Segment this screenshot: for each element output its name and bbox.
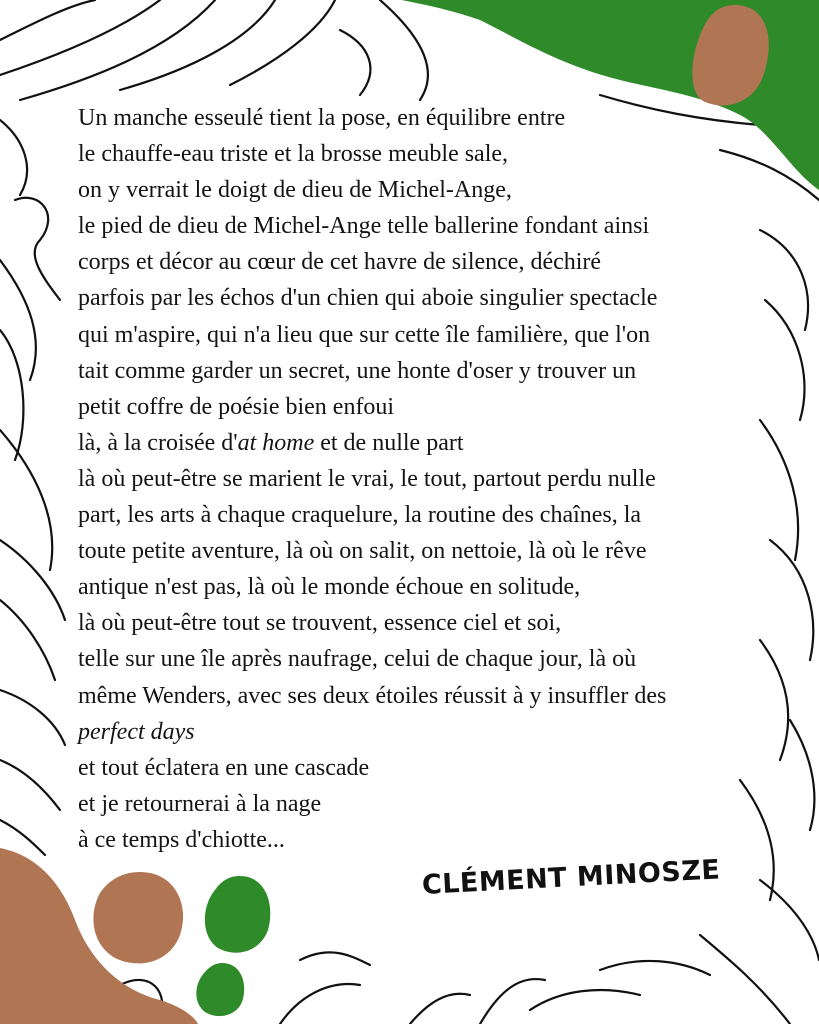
poem-line [78,714,768,750]
author-signature: CLÉMENT MINOSZE [421,854,722,901]
poem-line: là où peut-être tout se trouvent, essence ciel et soi, [78,610,562,637]
poem-line: Un manche esseulé tient la pose, en équilibre entre [78,105,566,131]
poem-text [78,100,768,858]
poem-line: le chauffe-eau triste et la brosse meuble sale, [78,141,509,168]
poem-line [78,425,768,461]
poem-line: part, les arts à chaque craquelure, la routine des chaînes, la [78,502,642,529]
brown-pebble-icon [93,872,183,963]
poem-line: et tout éclatera en une cascade [78,754,370,781]
poem-line: le pied de dieu de Michel-Ange telle ballerine fondant ainsi [78,213,650,240]
poem-text-segment: là, à la croisée d' [78,429,238,456]
poem-line: corps et décor au cœur de cet havre de silence, déchiré [78,249,602,276]
poem-line: là où peut-être se marient le vrai, le tout, partout perdu nulle [78,465,656,492]
green-leaf-icon [205,876,270,953]
green-leaf-icon [196,963,244,1016]
poem-line: telle sur une île après naufrage, celui de chaque jour, là où [78,646,637,673]
poem-line: antique n'est pas, là où le monde échoue en solitude, [78,574,581,601]
poem-line: toute petite aventure, là où on salit, on nettoie, là où le rêve [78,538,647,565]
poem-line: on y verrait le doigt de dieu de Michel-Ange, [78,177,512,204]
poem-line: à ce temps d'chiotte... [78,826,285,853]
poem-line: parfois par les échos d'un chien qui aboie singulier spectacle [78,285,658,312]
poem-line: petit coffre de poésie bien enfoui [78,393,395,420]
poem-italic-phrase: at home [237,429,315,456]
poem-italic-phrase: perfect days [78,718,195,745]
poem-line: tait comme garder un secret, une honte d'oser y trouver un [78,357,637,384]
poem-line: et je retournerai à la nage [78,790,322,817]
poem-line: qui m'aspire, qui n'a lieu que sur cette île familière, que l'on [78,321,651,348]
poem-line: même Wenders, avec ses deux étoiles réussit à y insuffler des [78,682,667,709]
poem-text-segment: et de nulle part [314,429,464,456]
